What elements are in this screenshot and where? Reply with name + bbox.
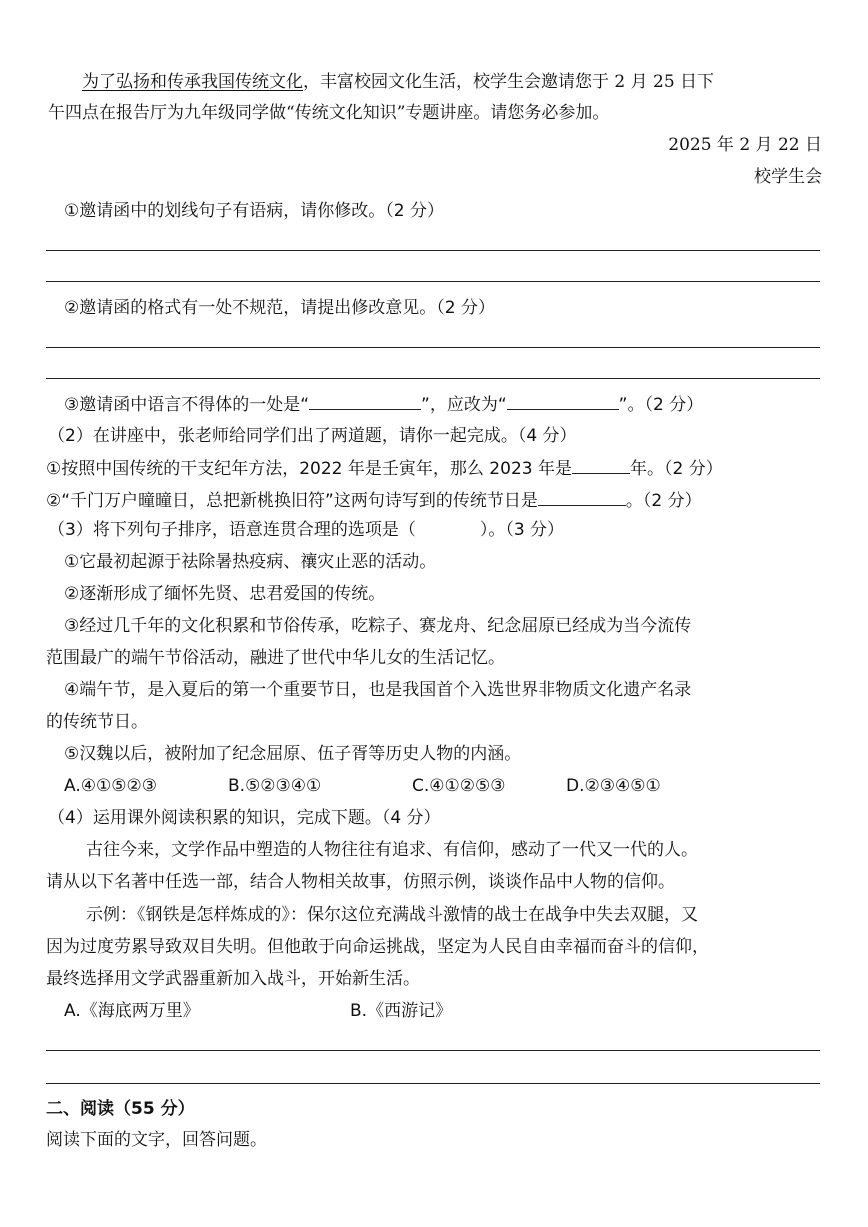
question-2-2 <box>46 487 826 513</box>
section-2-title: 二、阅读（55 分） <box>46 1099 195 1119</box>
question-4-stem: （4）运用课外阅读积累的知识，完成下题。（4 分） <box>48 808 441 828</box>
question-4-para-line-2: 请从以下名著中任选一部，结合人物相关故事，仿照示例，谈谈作品中人物的信仰。 <box>46 872 675 892</box>
fill-blank[interactable] <box>309 391 421 410</box>
book-choice-row <box>64 999 844 1023</box>
question-text: ③邀请函中语言不得体的一处是“ <box>64 395 310 415</box>
sentence-3-line-1: ③经过几千年的文化积累和节俗传承，吃粽子、赛龙舟、纪念屈原已经成为当今流传 <box>64 616 692 636</box>
question-text: 年。（2 分） <box>629 459 723 479</box>
question-2-stem: （2）在讲座中，张老师给同学们出了两道题，请你一起完成。（4 分） <box>48 426 577 446</box>
invitation-line-1 <box>48 70 828 94</box>
question-4-para-line-1: 古往今来，文学作品中塑造的人物往往有追求、有信仰，感动了一代又一代的人。 <box>86 840 698 860</box>
question-1-2: ②邀请函的格式有一处不规范，请提出修改意见。（2 分） <box>64 298 495 318</box>
question-text: ①按照中国传统的干支纪年方法，2022 年是壬寅年，那么 2023 年是 <box>46 459 572 479</box>
underlined-sentence: 为了弘扬和传承我国传统文化 <box>82 72 303 92</box>
choice-d[interactable]: D.②③④⑤① <box>566 776 661 796</box>
question-1-3 <box>64 391 844 417</box>
choice-row <box>64 774 844 798</box>
sentence-5: ⑤汉魏以后，被附加了纪念屈原、伍子胥等历史人物的内涵。 <box>64 744 522 764</box>
answer-line[interactable] <box>46 281 820 282</box>
answer-line[interactable] <box>46 347 820 348</box>
choice-c[interactable]: C.④①②⑤③ <box>412 776 506 796</box>
fill-blank[interactable] <box>538 487 626 506</box>
invitation-text: ，丰富校园文化生活，校学生会邀请您于 2 月 25 日下 <box>303 72 715 92</box>
question-text: ）。（3 分） <box>479 520 565 540</box>
fill-blank[interactable] <box>507 391 619 410</box>
example-line-2: 因为过度劳累导致双目失明。但他敢于向命运挑战，坚定为人民自由幸福而奋斗的信仰， <box>46 937 709 957</box>
fill-blank[interactable] <box>572 455 630 474</box>
sentence-2: ②逐渐形成了缅怀先贤、忠君爱国的传统。 <box>64 584 386 604</box>
question-1-1: ①邀请函中的划线句子有语病，请你修改。（2 分） <box>64 201 444 221</box>
sentence-1: ①它最初起源于祛除暑热疫病、禳灾止恶的活动。 <box>64 552 437 572</box>
question-text: ②“千门万户曈曈日，总把新桃换旧符”这两句诗写到的传统节日是 <box>46 491 538 511</box>
section-2-instruction: 阅读下面的文字，回答问题。 <box>46 1130 267 1150</box>
book-option-a[interactable]: A.《海底两万里》 <box>64 1001 200 1021</box>
choice-a[interactable]: A.④①⑤②③ <box>64 776 157 796</box>
sentence-4-line-2: 的传统节日。 <box>46 712 148 732</box>
invitation-line-2: 午四点在报告厅为九年级同学做“传统文化知识”专题讲座。请您务必参加。 <box>48 103 610 123</box>
choice-b[interactable]: B.⑤②③④① <box>228 776 322 796</box>
answer-line[interactable] <box>46 378 820 379</box>
question-2-1 <box>46 455 826 481</box>
question-text: ”。（2 分） <box>618 395 704 415</box>
sentence-4-line-1: ④端午节，是入夏后的第一个重要节日，也是我国首个入选世界非物质文化遗产名录 <box>64 680 692 700</box>
question-text: ”，应改为“ <box>421 395 507 415</box>
answer-line[interactable] <box>46 250 820 251</box>
book-option-b[interactable]: B.《西游记》 <box>350 1001 453 1021</box>
question-text: 。（2 分） <box>625 491 702 511</box>
example-line-1: 示例：《钢铁是怎样炼成的》：保尔这位充满战斗激情的战士在战争中失去双腿，又 <box>86 905 698 925</box>
invitation-signature: 校学生会 <box>754 167 822 187</box>
answer-line[interactable] <box>46 1050 820 1051</box>
question-text: （3）将下列句子排序，语意连贯合理的选项是（ <box>48 520 416 540</box>
sentence-3-line-2: 范围最广的端午节俗活动，融进了世代中华儿女的生活记忆。 <box>46 648 505 668</box>
example-line-3: 最终选择用文学武器重新加入战斗，开始新生活。 <box>46 969 420 989</box>
question-3-stem <box>48 518 828 542</box>
answer-line[interactable] <box>46 1083 820 1084</box>
invitation-date: 2025 年 2 月 22 日 <box>668 135 822 155</box>
